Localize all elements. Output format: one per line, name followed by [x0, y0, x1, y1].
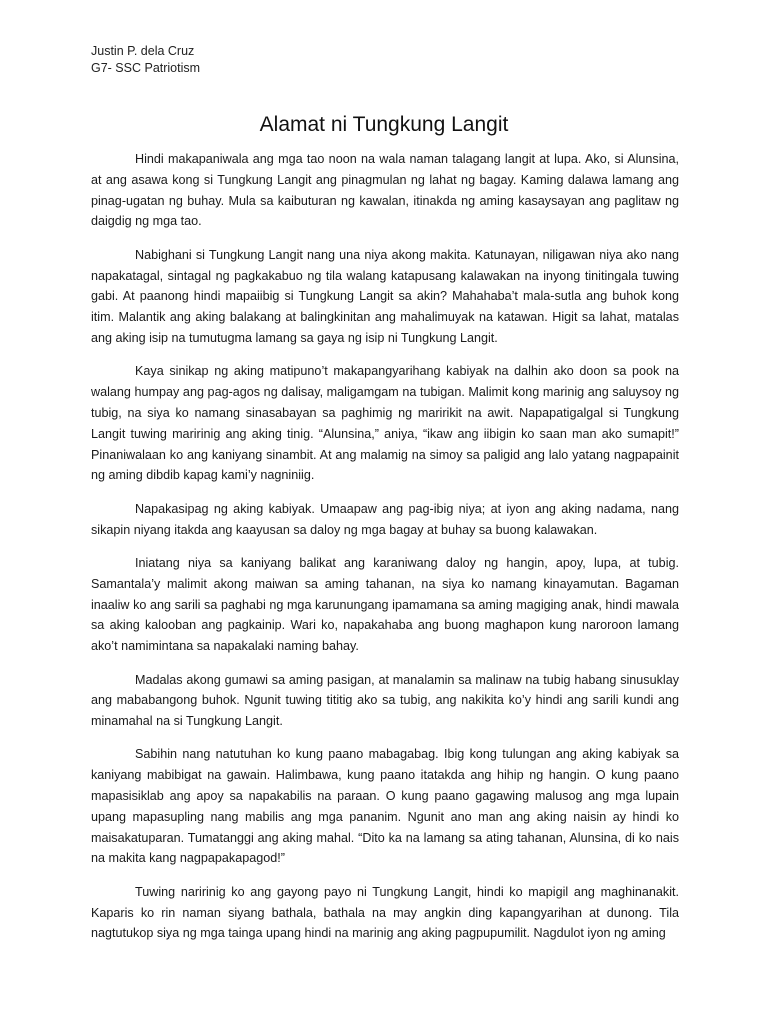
paragraph: Tuwing naririnig ko ang gayong payo ni Tungkung Langit, hindi ko mapigil ang maghinanakit. Kaparis ko rin naman siyang bathala, bathala na may angkin ding kapangyarihan at dunong. Tila nagtutukop siya ng mga tainga upang hindi na marinig ang aking pagpupumilit. Nagdulot iyon ng aming — [91, 884, 679, 941]
author-name: Justin P. dela Cruz — [91, 44, 195, 58]
paragraph: Sabihin nang natutuhan ko kung paano mabagabag. Ibig kong tulungan ang aking kabiyak sa kaniyang mabibigat na gawain. Halimbawa, kung paano itatakda ang hihip ng hangin. O kung paano mapasisiklab ang apoy sa napakabilis na paraan. O kung paano gagawing malusog ang mga lupain upang mapasupling nang mabilis ang mga pananim. Ngunit ano man ang aking naisin ay hindi ko maisakatuparan. Tumatanggi ang aking mahal. “Dito ka na lamang sa ating tahanan, Alunsina, di ko nais na makita kang nagpapakapagod!” — [91, 747, 679, 866]
paragraph: Kaya sinikap ng aking matipuno’t makapangyarihang kabiyak na dalhin ako doon sa pook na walang humpay ang pag-agos ng dalisay, maligamgam na tubigan. Malimit kong marinig ang saluysoy ng tubig, na siya ko namang sinasabayan sa paghimig ng maririkit na awit. Napapatigalgal si Tungkung Langit tuwing maririnig ang aking tinig. “Alunsina,” aniya, “ikaw ang iibigin ko saan man ako sumapit!” Pinaniwalaan ko ang kaniyang sinambit. At ang malamig na simoy sa paligid ang lalo yatang nagpapainit ng aming dibdib kapag kami’y nagniniig. — [91, 364, 679, 483]
paragraph: Hindi makapaniwala ang mga tao noon na wala naman talagang langit at lupa. Ako, si Alunsina, at ang asawa kong si Tungkung Langit ang pinagmulan ng lahat ng bagay. Kaming dalawa lamang ang pinag-ugatan ng buhay. Mula sa kaibuturan ng kawalan, itinakda ng aming kasaysayan ang paglitaw ng daigdig ng mga tao. — [91, 152, 679, 229]
paragraph: Nabighani si Tungkung Langit nang una niya akong makita. Katunayan, niligawan niya ako nang napakatagal, sintagal ng pagkakabuo ng tila walang katapusang kalawakan na inyong tinitingala tuwing gabi. At paanong hindi mapaiibig si Tungkung Langit sa akin? Mahahaba’t mala-sutla ang buhok kong itim. Malantik ang aking balakang at balingkinitan ang mahalimuyak na katawan. Higit sa lahat, matalas ang aking isip na tumutugma lamang sa gaya ng isip ni Tungkung Langit. — [91, 247, 679, 345]
document-title: Alamat ni Tungkung Langit — [259, 113, 509, 136]
paragraph: Napakasipag ng aking kabiyak. Umaapaw ang pag-ibig niya; at iyon ang aking nadama, nang sikapin niyang itakda ang kaayusan sa daloy ng mga bagay at buhay sa buong kalawakan. — [91, 501, 679, 537]
author-block — [91, 43, 200, 77]
author-section: G7- SSC Patriotism — [91, 61, 201, 75]
paragraph: Iniatang niya sa kaniyang balikat ang karaniwang daloy ng hangin, apoy, lupa, at tubig. Samantala’y malimit akong maiwan sa aming tahanan, na siya ko namang kinayamutan. Bagaman inaaliw ko ang sarili sa paghabi ng mga karunungang ipamamana sa aming magiging anak, hindi mawala sa aking kalooban ang pagkainip. Wari ko, napakahaba ang buong maghapon kung naroroon lamang ako’t namimintana sa napakalaki naming bahay. — [91, 555, 679, 654]
document-body — [91, 149, 679, 957]
paragraph: Madalas akong gumawi sa aming pasigan, at manalamin sa malinaw na tubig habang sinusuklay ang mababangong buhok. Ngunit tuwing tititig ako sa tubig, ang nakikita ko’y hindi ang sarili kundi ang minamahal na si Tungkung Langit. — [91, 672, 679, 729]
